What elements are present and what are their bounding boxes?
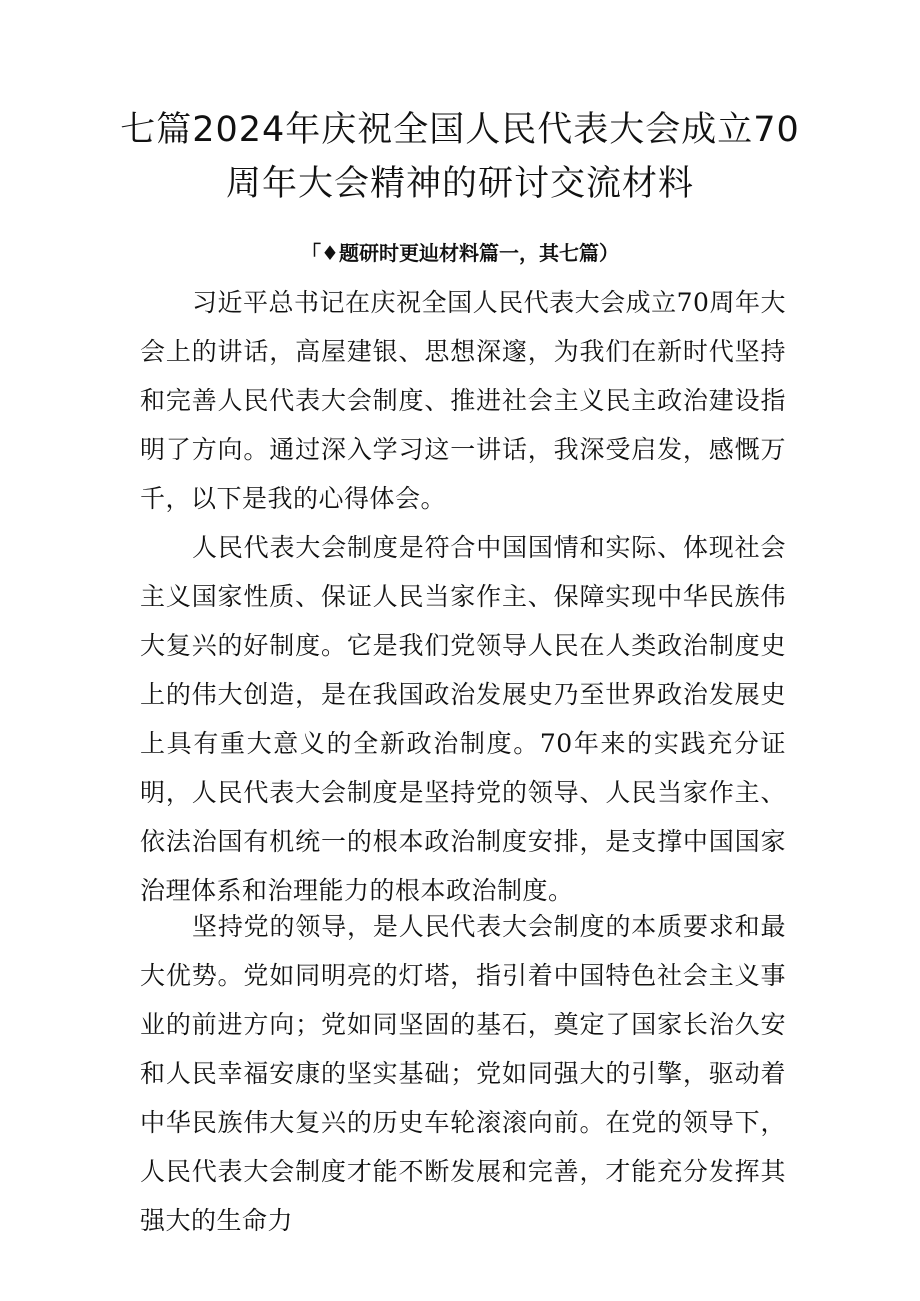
document-title-line-2: 周年大会精神的研讨交流材料 [225,164,694,204]
document-subtitle: 「♦题研时更辿材料篇一，其七篇） [301,241,619,265]
paragraph-2: 人民代表大会制度是符合中国国情和实际、体现社会主义国家性质、保证人民当家作主、保障实现中华民族伟大复兴的好制度。它是我们党领导人民在人类政治制度史上的伟大创造，是在我国政治发展史乃至世界政治发展史上具有重大意义的全新政治制度。70年来的实践充分证明，人民代表大会制度是坚持党的领导、人民当家作主、依法治国有机统一的根本政治制度安排，是支撑中国国家治理体系和治理能力的根本政治制度。 [140,533,786,905]
paragraph-3: 坚持党的领导，是人民代表大会制度的本质要求和最大优势。党如同明亮的灯塔，指引着中国特色社会主义事业的前进方向；党如同坚固的基石，奠定了国家长治久安和人民幸福安康的坚实基础；党如同强大的引擎，驱动着中华民族伟大复兴的历史车轮滚滚向前。在党的领导下，人民代表大会制度才能不断发展和完善，才能充分发挥其强大的生命力 [140,912,786,1235]
paragraph-1: 习近平总书记在庆祝全国人民代表大会成立70周年大会上的讲话，高屋建银、思想深邃，为我们在新时代坚持和完善人民代表大会制度、推进社会主义民主政治建设指明了方向。通过深入学习这一讲话，我深受启发，感慨万千，以下是我的心得体会。 [140,288,786,513]
document-title-line-1: 七篇2024年庆祝全国人民代表大会成立70 [120,110,800,150]
